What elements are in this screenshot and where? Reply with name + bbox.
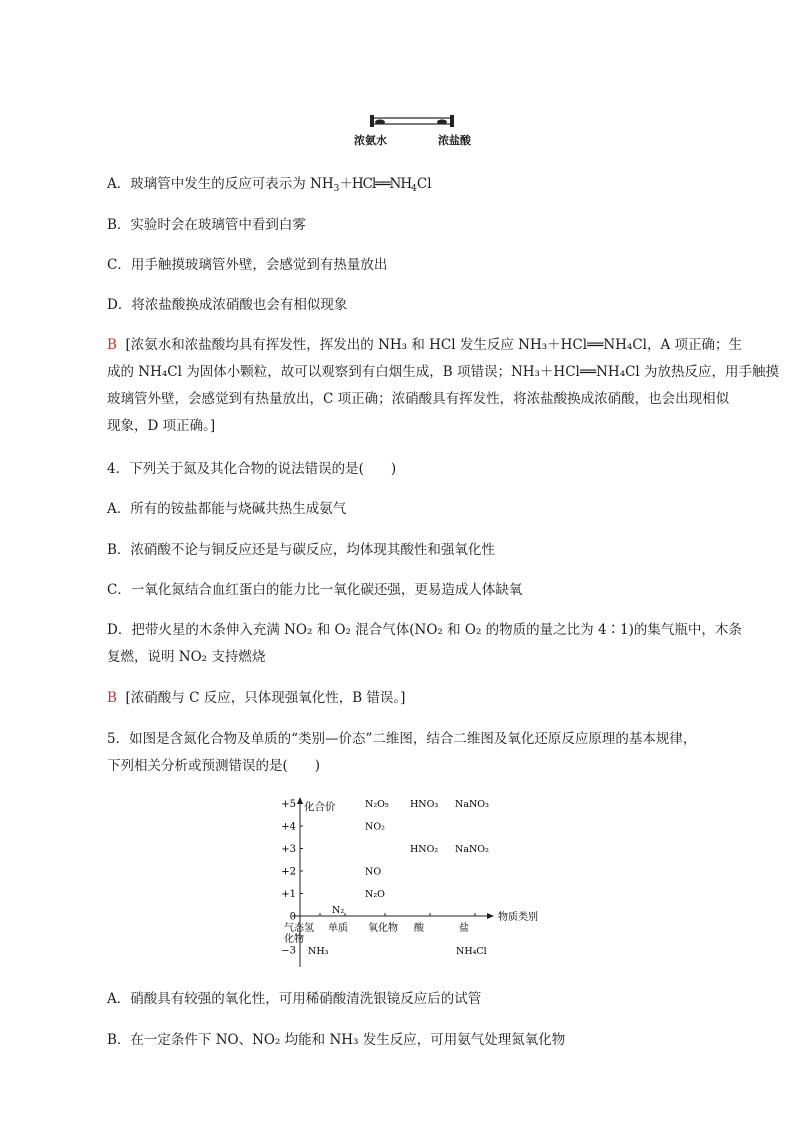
q5-stem-line-1: 5．如图是含氮化合物及单质的“类别—价态”二维图，结合二维图及氧化还原反应原理的基本规律， — [107, 731, 697, 747]
q4-stem: 4．下列关于氮及其化合物的说法错误的是( ) — [107, 461, 397, 477]
x-axis-label: 物质类别 — [498, 912, 538, 923]
x-axis-arrow-icon — [487, 913, 494, 919]
x-category-label: 酸 — [414, 923, 424, 934]
q3-option-a: A．玻璃管中发生的反应可表示为 $NH_3+HCl══NH_4Cl$ — [107, 176, 432, 194]
chart-point-label: N₂O — [365, 889, 385, 900]
x-category-label: 气态氢化物 — [284, 923, 314, 945]
y-tick-label: +5 — [281, 799, 296, 810]
q4-option-d-line-1: D．把带火星的木条伸入充满 NO₂ 和 O₂ 混合气体(NO₂ 和 O₂ 的物质的量之比为 4∶1)的集气瓶中，木条 — [107, 622, 742, 638]
q5-option-b: B．在一定条件下 NO、NO₂ 均能和 NH₃ 发生反应，可用氨气处理氮氧化物 — [107, 1032, 566, 1048]
q3-option-b: B．实验时会在玻璃管中看到白雾 — [107, 217, 306, 233]
glass-tube-icon — [354, 112, 474, 132]
y-axis-arrow-icon — [297, 797, 303, 804]
chart-point-label: NaNO₃ — [455, 799, 489, 810]
valence-category-chart — [270, 795, 550, 970]
q3-answer: B — [107, 337, 117, 353]
q4-option-a: A．所有的铵盐都能与烧碱共热生成氨气 — [107, 501, 347, 517]
y-tick-label: +1 — [281, 889, 296, 900]
y-tick-label: +4 — [281, 821, 296, 833]
y-axis-label: 化合价 — [304, 801, 336, 813]
q3-option-c: C．用手触摸玻璃管外壁，会感觉到有热量放出 — [107, 257, 388, 273]
valence-chart-svg — [270, 795, 550, 970]
q3-explanation-line-1: B [浓氨水和浓盐酸均具有挥发性，挥发出的 NH₃ 和 HCl 发生反应 NH₃＋HCl══NH₄Cl，A 项正确；生 — [107, 337, 743, 353]
q3-explanation-line-2: 成的 NH₄Cl 为固体小颗粒，故可以观察到有白烟生成，B 项错误；NH₃＋HCl══NH₄Cl 为放热反应，用手触摸 — [107, 364, 780, 380]
q4-option-d-line-2: 复燃，说明 NO₂ 支持燃烧 — [107, 649, 266, 665]
right-tube-label: 浓盐酸 — [438, 134, 471, 147]
q4-option-b: B．浓硝酸不论与铜反应还是与碳反应，均体现其酸性和强氧化性 — [107, 542, 495, 558]
y-tick-label: −3 — [281, 945, 296, 957]
q5-stem-line-2: 下列相关分析或预测错误的是( ) — [107, 758, 321, 774]
q3-explanation-line-4: 现象，D 项正确。] — [107, 418, 216, 434]
chart-point-label: NO — [365, 866, 382, 878]
left-tube-label: 浓氨水 — [354, 134, 387, 147]
chart-point-label: NO₂ — [365, 821, 385, 833]
y-tick-label: 0 — [289, 911, 296, 923]
x-category-label: 盐 — [459, 923, 469, 934]
chart-point-label: HNO₂ — [410, 844, 439, 855]
q4-option-c: C．一氧化氮结合血红蛋白的能力比一氧化碳还强，更易造成人体缺氧 — [107, 582, 523, 598]
q4-explanation: B [浓硝酸与 C 反应，只体现强氧化性，B 错误。] — [107, 690, 406, 706]
q3-explanation-line-3: 玻璃管外壁，会感觉到有热量放出，C 项正确；浓硝酸具有挥发性，将浓盐酸换成浓硝酸，也会出现相似 — [107, 391, 730, 407]
q5-option-a: A．硝酸具有较强的氧化性，可用稀硝酸清洗银镜反应后的试管 — [107, 991, 482, 1007]
chart-point-label: HNO₃ — [410, 799, 439, 810]
chart-point-label: N₂ — [332, 905, 345, 916]
x-category-label: 氧化物 — [368, 923, 398, 934]
chart-point-label: N₂O₅ — [365, 799, 389, 810]
chart-point-label: NH₃ — [308, 946, 329, 957]
y-tick-label: +3 — [281, 844, 296, 855]
chart-point-label: NaNO₂ — [455, 844, 489, 855]
x-category-label: 单质 — [328, 923, 348, 934]
y-tick-label: +2 — [281, 866, 296, 878]
q3-option-d: D．将浓盐酸换成浓硝酸也会有相似现象 — [107, 297, 348, 313]
chart-point-label: NH₄Cl — [456, 946, 487, 957]
q4-answer: B — [107, 690, 117, 706]
glass-tube-figure — [354, 112, 474, 146]
